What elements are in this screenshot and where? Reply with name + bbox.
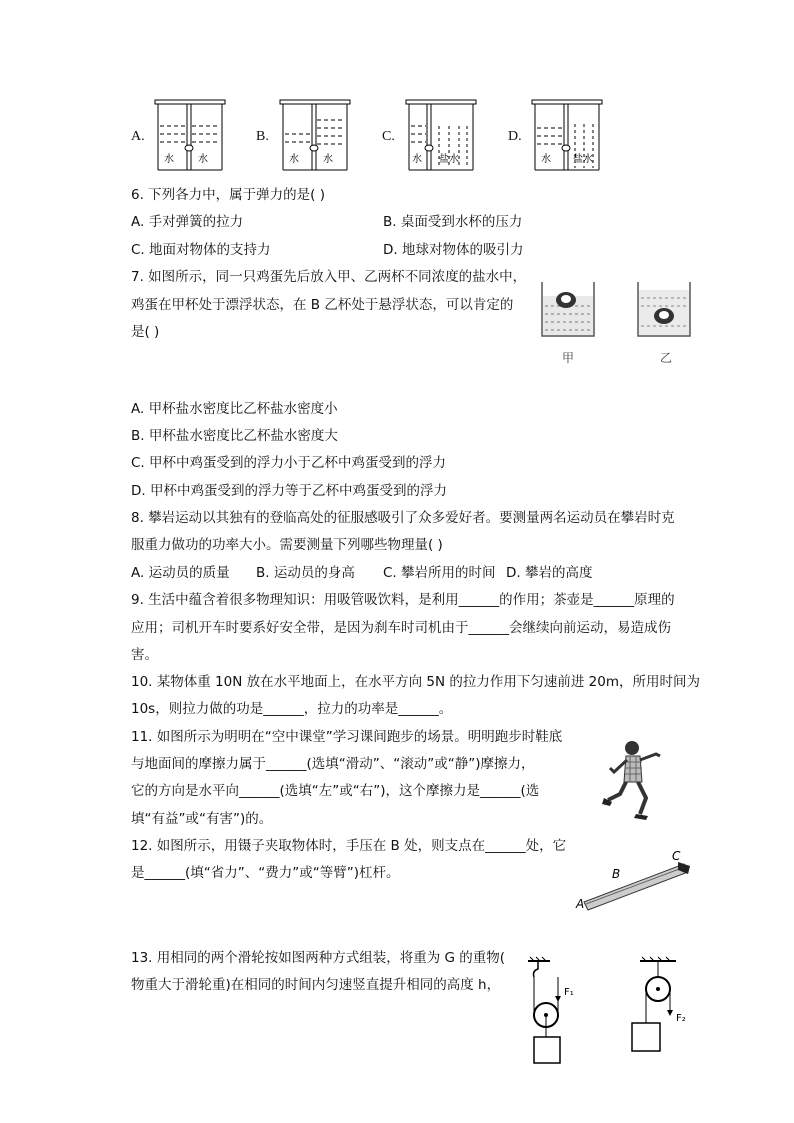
beaker-b <box>279 96 351 172</box>
q13-line-2: 物重大于滑轮重)在相同的时间内匀速竖直提升相同的高度 h， <box>131 977 501 993</box>
q6-option-b: B. 桌面受到水杯的压力 <box>383 214 523 230</box>
q11-line-3: 它的方向是水平向______(选填“左”或“右”)，这个摩擦力是______(选 <box>131 783 540 799</box>
beaker-c <box>405 96 477 172</box>
q10-line-2: 10s，则拉力做的功是______，拉力的功率是______。 <box>131 701 453 717</box>
q5-figure <box>128 96 608 176</box>
q5-option-b-label: B. <box>256 129 269 144</box>
beaker-c-right-label: 盐水 <box>439 154 459 165</box>
point-a-label: A <box>576 897 585 911</box>
q8-option-b: B. 运动员的身高 <box>256 565 355 581</box>
q9-line-3: 害。 <box>131 647 158 663</box>
point-c-label: C <box>672 849 681 863</box>
q8-option-c: C. 攀岩所用的时间 <box>383 565 496 581</box>
beaker-d <box>531 96 603 172</box>
q5-option-c-label: C. <box>382 129 395 144</box>
q8-line-2: 服重力做功的功率大小。需要测量下列哪些物理量( ) <box>131 537 443 553</box>
q12-line-1: 12. 如图所示，用镊子夹取物体时，手压在 B 处，则支点在______处，它 <box>131 838 567 854</box>
q6-option-a: A. 手对弹簧的拉力 <box>131 214 244 230</box>
beaker-d-left-label: 水 <box>541 154 551 165</box>
point-b-label: B <box>612 867 621 881</box>
q7-line-2: 鸡蛋在甲杯处于漂浮状态，在 B 乙杯处于悬浮状态，可以肯定的 <box>131 297 514 313</box>
q11-line-2: 与地面间的摩擦力属于______(选填“滑动”、“滚动”或“静”)摩擦力， <box>131 756 535 772</box>
q7-label-jia: 甲 <box>562 351 575 365</box>
beaker-a <box>154 96 226 172</box>
q7-label-yi: 乙 <box>660 351 673 365</box>
q5-option-a-label: A. <box>131 129 145 144</box>
beaker-b-left-label: 水 <box>289 154 299 165</box>
running-boy-figure <box>600 738 668 824</box>
beaker-a-right-label: 水 <box>198 154 208 165</box>
q7-option-a: A. 甲杯盐水密度比乙杯盐水密度小 <box>131 401 338 417</box>
q11-line-4: 填“有益”或“有害”)的。 <box>131 811 273 827</box>
q7-option-d: D. 甲杯中鸡蛋受到的浮力等于乙杯中鸡蛋受到的浮力 <box>131 483 447 499</box>
q8-option-d: D. 攀岩的高度 <box>506 565 593 581</box>
fixed-pulley-figure <box>624 955 714 1059</box>
movable-pulley-figure <box>516 955 606 1069</box>
beaker-a-left-label: 水 <box>164 154 174 165</box>
tweezers-figure <box>574 848 694 918</box>
q6-option-c: C. 地面对物体的支持力 <box>131 242 271 258</box>
force-f2-label: F₂ <box>676 1013 686 1024</box>
q7-option-c: C. 甲杯中鸡蛋受到的浮力小于乙杯中鸡蛋受到的浮力 <box>131 455 447 471</box>
beaker-b-right-label: 水 <box>323 154 333 165</box>
q7-figure <box>536 274 706 370</box>
q13-line-1: 13. 用相同的两个滑轮按如图两种方式组装，将重为 G 的重物( <box>131 950 506 966</box>
q10-line-1: 10. 某物体重 10N 放在水平地面上，在水平方向 5N 的拉力作用下匀速前进 20m，所用时间为 <box>131 674 701 690</box>
beaker-c-left-label: 水 <box>412 154 422 165</box>
q8-option-a: A. 运动员的质量 <box>131 565 230 581</box>
force-f1-label: F₁ <box>564 987 574 998</box>
q9-line-1: 9. 生活中蕴含着很多物理知识：用吸管吸饮料，是利用______的作用；茶壶是______原理的 <box>131 592 675 608</box>
q9-line-2: 应用；司机开车时要系好安全带，是因为刹车时司机由于______会继续向前运动，易造成伤 <box>131 620 671 636</box>
q8-line-1: 8. 攀岩运动以其独有的登临高处的征服感吸引了众多爱好者。要测量两名运动员在攀岩时克 <box>131 510 675 526</box>
q5-option-d-label: D. <box>508 129 522 144</box>
q12-line-2: 是______(填“省力”、“费力”或“等臂”)杠杆。 <box>131 865 400 881</box>
q7-line-3: 是( ) <box>131 324 160 340</box>
beaker-d-right-label: 盐水 <box>573 154 593 165</box>
q11-line-1: 11. 如图所示为明明在“空中课堂”学习课间跑步的场景。明明跑步时鞋底 <box>131 729 563 745</box>
q6-option-d: D. 地球对物体的吸引力 <box>383 242 524 258</box>
q7-option-b: B. 甲杯盐水密度比乙杯盐水密度大 <box>131 428 338 444</box>
q6-stem: 6. 下列各力中，属于弹力的是( ) <box>131 187 325 203</box>
q7-line-1: 7. 如图所示，同一只鸡蛋先后放入甲、乙两杯不同浓度的盐水中， <box>131 269 527 285</box>
